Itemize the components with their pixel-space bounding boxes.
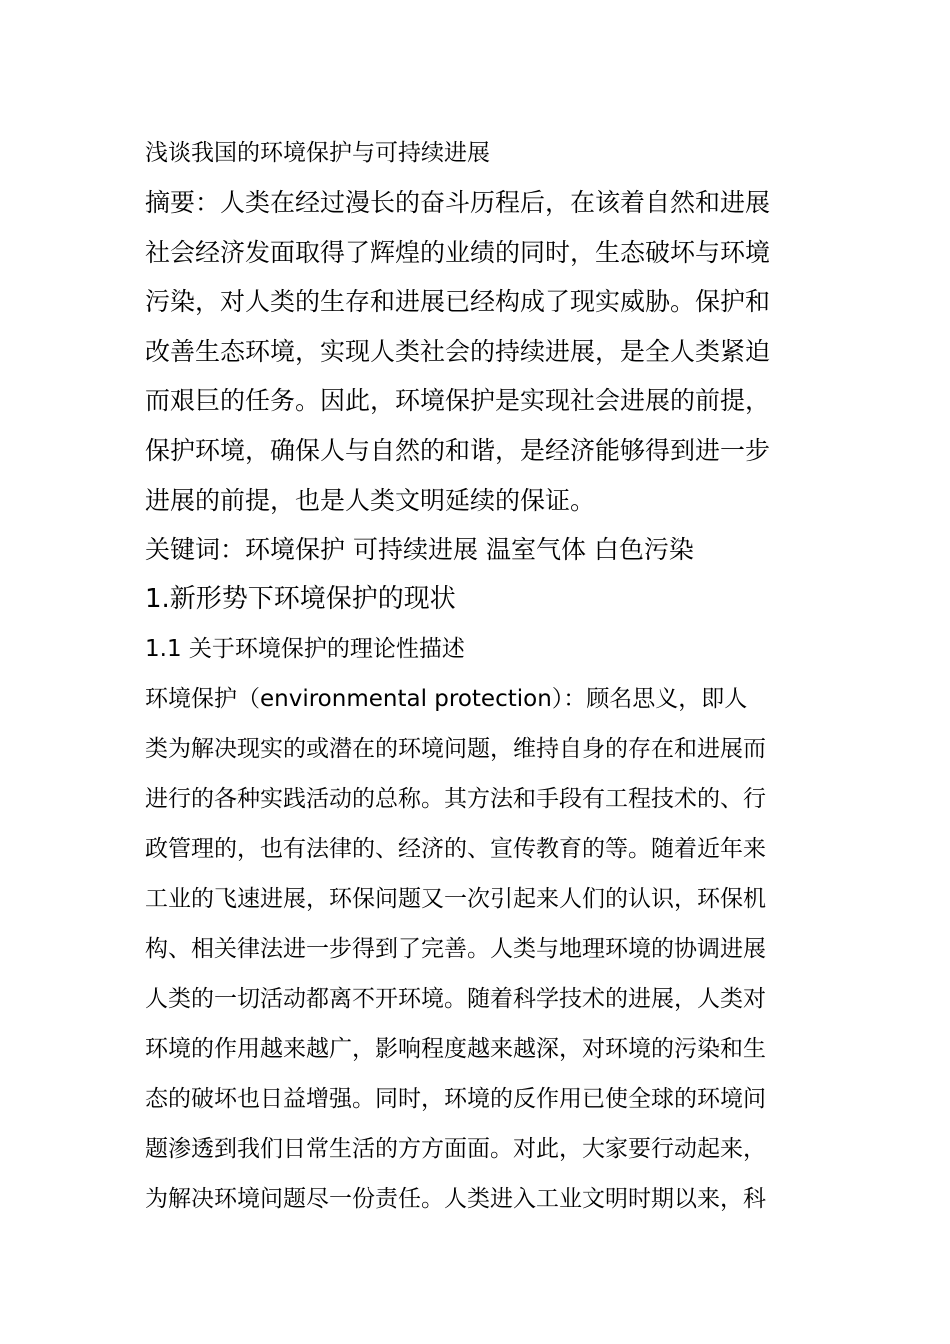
document-title: 浅谈我国的环境保护与可持续进展 xyxy=(145,140,490,166)
abstract-text: 人类在经过漫长的奋斗历程后，在该着自然和进展 xyxy=(220,188,771,217)
abstract-line: 改善生态环境，实现人类社会的持续进展，是全人类紧迫 xyxy=(145,336,771,366)
abstract-line: 进展的前提，也是人类文明延续的保证。 xyxy=(145,485,596,515)
body-line: 类为解决现实的或潜在的环境问题，维持自身的存在和进展而 xyxy=(145,736,766,763)
body-line: 进行的各种实践活动的总称。其方法和手段有工程技术的、行 xyxy=(145,786,766,813)
keyword: 温室气体 xyxy=(485,535,586,565)
body-line: 政管理的，也有法律的、经济的、宣传教育的等。随着近年来 xyxy=(145,836,766,863)
abstract-line: 社会经济发面取得了辉煌的业绩的同时，生态破坏与环境 xyxy=(145,237,771,267)
keyword: 白色污染 xyxy=(593,535,694,565)
body-line: 为解决环境问题尽一份责任。人类进入工业文明时期以来，科 xyxy=(145,1186,766,1213)
document-page xyxy=(145,128,810,1224)
abstract-label: 摘要： xyxy=(145,188,221,217)
subsection-heading: 1.1 关于环境保护的理论性描述 xyxy=(145,636,465,663)
abstract-line xyxy=(145,178,810,228)
keyword: 环境保护 xyxy=(245,535,346,565)
abstract xyxy=(145,178,810,525)
keywords-label: 关键词： xyxy=(145,535,246,565)
body-line: 工业的飞速进展，环保问题又一次引起来人们的认识，环保机 xyxy=(145,886,766,913)
body-line: 环境保护（environmental protection）：顾名思义，即人 xyxy=(145,686,748,713)
body-line: 环境的作用越来越广，影响程度越来越深，对环境的污染和生 xyxy=(145,1036,766,1063)
abstract-line: 污染，对人类的生存和进展已经构成了现实威胁。保护和 xyxy=(145,287,771,317)
abstract-line: 保护环境，确保人与自然的和谐，是经济能够得到进一步 xyxy=(145,435,771,465)
keywords xyxy=(145,525,810,574)
body-line: 人类的一切活动都离不开环境。随着科学技术的进展，人类对 xyxy=(145,986,766,1013)
body-line: 态的破坏也日益增强。同时，环境的反作用已使全球的环境问 xyxy=(145,1086,766,1113)
body-paragraph xyxy=(145,674,810,1224)
section-heading: 1.新形势下环境保护的现状 xyxy=(145,584,456,615)
body-line: 构、相关律法进一步得到了完善。人类与地理环境的协调进展 xyxy=(145,936,766,963)
abstract-line: 而艰巨的任务。因此，环境保护是实现社会进展的前提， xyxy=(145,386,771,416)
body-line: 题渗透到我们日常生活的方方面面。对此，大家要行动起来， xyxy=(145,1136,766,1163)
keyword: 可持续进展 xyxy=(352,535,478,565)
